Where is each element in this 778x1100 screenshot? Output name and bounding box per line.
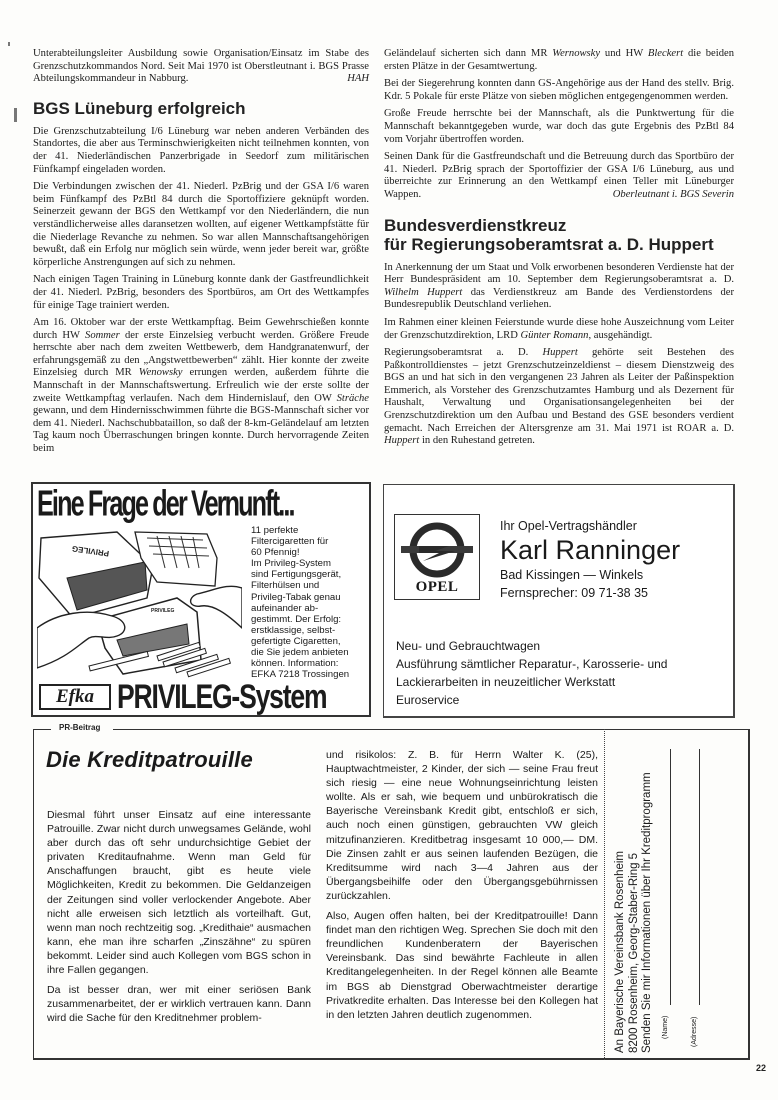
frame-line (33, 729, 34, 1059)
copy-line: können. Information: (251, 658, 339, 670)
paragraph (384, 347, 734, 448)
paragraph: Also, Augen offen halten, bei der Kreditpatrouille! Dann findet man den richtigen Weg. Sprechen Sie doch mit den freundlichen Kundenberatern der Bayerischen Vereinsbank. Das sind bewährte Fachleute in allen Kreditangelegenheiten. In der Regel können alle Beamte im BGS ab Dienstgrad Oberwachtmeister derartige Privatkredite erhalten. Das Interesse bei den Kollegen hat in den letzten Jahren deutlich zugenommen. (326, 910, 598, 1021)
name-label: (Name) (662, 1015, 669, 1039)
paragraph: Da ist besser dran, wer mit einer seriösen Bank zusammenarbeitet, der er wirklich vertrauen kann. Dann wird die Sache für den Kreditnehmer problem- (47, 984, 311, 1025)
pr-column-1 (47, 808, 311, 1031)
page-number: 22 (756, 1063, 767, 1073)
copy-line: die Sie jedem anbieten (251, 647, 349, 659)
machine-label: PRIVILEG (151, 608, 175, 614)
opel-logo-text: OPEL (415, 579, 459, 595)
dealer-intro: Ihr Opel-Vertragshändler (500, 519, 637, 533)
paragraph: Die Grenzschutzabteilung I/6 Lüneburg war neben anderen Verbänden des Standortes, die aber aus Terminschwierigkeiten nicht teilnehmen konnten, von der 41. Niederländischen Panzerbrigade in Seedorf zum militärischen Fünfkampf eingeladen worden. (33, 125, 369, 175)
copy-line: 60 Pfennig! (251, 547, 300, 559)
coupon-address (614, 733, 655, 1053)
copy-line: aufeinander ab- (251, 602, 319, 614)
opel-logo (394, 514, 480, 600)
pr-column-2 (326, 748, 598, 1028)
pr-label: PR-Beitrag (59, 723, 101, 732)
service-line: Lackierarbeiten in neuzeitlicher Werkstatt (396, 675, 616, 689)
privileg-system-brand: PRIVILEG-System (117, 678, 327, 716)
text: gewann, und dem Hindernisschwimmen führte die BGS-Mannschaft sicher vor dem 41. Niederl. Nachschubbataillon, so daß der 8-km-Geländelauf am letzten Tag kaum noch Überraschungen bringen konnte. Durch hervorragende Zeiten beim (33, 405, 369, 455)
dealer-services (396, 637, 667, 709)
address-field[interactable] (699, 749, 700, 1005)
dealer-name: Karl Ranninger (500, 535, 681, 565)
person-name: Wilhelm Huppert (384, 286, 463, 298)
paragraph: Nach einigen Tagen Training in Lüneburg konnte dank der Gastfreundlichkeit der 41. Niederl. PzBrig, besonders des Sportbüros, am Ort des Wettkampfes für einige Tage trainiert werden. (33, 274, 369, 311)
copy-line: erstklassige, selbst- (251, 624, 336, 636)
headline-line: für Regierungsoberamtsrat a. D. Huppert (384, 234, 714, 254)
copy-line: EFKA 7218 Trossingen (251, 669, 350, 681)
coupon-request: Senden Sie mir Informationen über Ihr Kreditprogramm (641, 772, 653, 1053)
person-name: Bleckert (647, 48, 684, 59)
coupon-street: 8200 Rosenheim, Georg-Staber-Ring 5 (627, 852, 640, 1053)
person-name: Sommer (85, 329, 120, 341)
text: , ausgehändigt. (588, 329, 653, 341)
coupon-rotated-content (614, 733, 655, 1053)
copy-line: sind Fertigungsgerät, (251, 569, 342, 581)
headline-bgs-lueneburg: BGS Lüneburg erfolgreich (33, 98, 246, 118)
opel-blitz-icon (395, 515, 479, 599)
package-label: PRIVILEG (71, 543, 110, 559)
left-column (33, 48, 369, 456)
person-name: Huppert (542, 347, 578, 359)
right-column (384, 48, 734, 448)
person-name: Huppert (384, 435, 420, 447)
dealer-location: Bad Kissingen — Winkels (500, 568, 644, 582)
paragraph (33, 317, 369, 456)
dealer-info (500, 519, 680, 602)
pr-article-title: Die Kreditpatrouille (46, 747, 253, 772)
address-label: (Adresse) (691, 1016, 698, 1047)
person-name: Wenowsky (138, 367, 183, 379)
dealer-phone: Fernsprecher: 09 71-38 35 (500, 586, 649, 600)
copy-line: gefertigte Cigaretten, (251, 635, 341, 647)
paragraph (384, 317, 734, 342)
person-name: Sträche (336, 392, 369, 404)
paragraph: Bei der Siegerehrung konnten dann GS-Angehörige aus der Hand des stellv. Brig. Kdr. 5 Pokale für erste Plätze von sieben möglichen entgegengenommen werden. (384, 78, 734, 102)
text: der erste Einzelsieg verbucht werden. Größere Freude herrschte aber nach dem zweiten Wettbewerb, dem Handgranatenwurf, der erfahrungsgemäß zu den „Angstwettbewerben“ zählt. Hier konnte der zweite Einzelsieg durch MR (33, 329, 369, 379)
frame-line (33, 729, 51, 730)
paragraph (384, 48, 734, 73)
text: In Anerkennung der um Staat und Volk erworbenen besonderen Verdienste hat der Herr Bundespräsident am 10. September dem Regierungsoberamtsrat a. D. (384, 261, 734, 286)
service-line: Euroservice (396, 693, 460, 707)
service-line: Ausführung sämtlicher Reparatur-, Karosserie- und (396, 657, 668, 671)
paragraph: und risikolos: Z. B. für Herrn Walter K. (25), Hauptwachtmeister, 2 Kinder, der sich — seine Frau freut sich riesig — eine neue Wohnungseinrichtung leisten wollte. Als er sah, wie bequem und unbürokratisch die Bayerische Vereinsbank Kredit gibt, entschloß er sich, auch noch einen günstigen, gebrauchten VW gleich mitzufinanzieren. Kreditbetrag insgesamt 10 000,— DM. Die Zinsen zahlt er aus seinen laufenden Bezügen, die Kreditsumme wird nach 3—4 Jahren aus der Übergangsbeihilfe oder den Übergangsgebührnissen zurückzahlen. (326, 749, 598, 902)
person-name: Wernowsky (552, 48, 601, 59)
copy-line: Filterhülsen und (251, 580, 320, 592)
coupon-recipient: An Bayerische Vereinsbank Rosenheim (614, 850, 626, 1053)
efka-logo: Efka (39, 684, 111, 710)
scan-margin-mark (14, 108, 17, 122)
copy-line: gestimmt. Der Erfolg: (251, 613, 342, 625)
headline-line: Bundesverdienstkreuz (384, 215, 567, 235)
byline: Oberleutnant i. BGS Severin (612, 188, 734, 200)
name-field[interactable] (670, 749, 671, 1005)
paragraph (384, 151, 734, 201)
paragraph: Große Freude herrschte bei der Mannschaft, als die Punktwertung für die Mannschaft bekanntgegeben wurde, war doch das gute Ergebnis des PzBtl 84 vom Vorjahr übertroffen worden. (384, 108, 734, 145)
text: und HW (600, 48, 648, 59)
headline-bundesverdienstkreuz (384, 216, 734, 254)
efka-copy (251, 525, 366, 680)
text: in den Ruhestand getreten. (419, 435, 535, 447)
efka-advertisement (31, 482, 371, 717)
text: das Verdienstkreuz am Bande des Verdienstordens der Bundesrepublik Deutschland verliehen. (384, 286, 734, 311)
text: die beiden ersten Plätze in der Gesamtwertung. (384, 48, 734, 72)
scan-margin-mark (8, 42, 10, 46)
copy-line: Im Privileg-System (251, 558, 331, 570)
intro-paragraph (33, 48, 369, 86)
cigarette-machine-illustration (37, 528, 242, 680)
info-request-coupon[interactable] (604, 729, 750, 1060)
intro-text: Unterabteilungsleiter Ausbildung sowie Organisation/Einsatz im Stabe des Grenzschutzkommandos Nord. Seit Mai 1970 ist Oberstleutnant i. BGS Prasse Abteilungskommandeur in Nabburg. (33, 48, 369, 85)
text: Geländelauf sicherten sich dann MR (384, 48, 553, 59)
byline: HAH (347, 73, 369, 85)
paragraph: Die Verbindungen zwischen der 41. Niederl. PzBrig und der GSA I/6 waren beim Fünfkampf des PzBtl 84 durch die Sportoffiziere geknüpft worden. Seinerzeit gewann der BGS den Wettkampf vor den Niederländern, die nun verständlicherweise alles daransetzen wollten, auf eigener Wettkampfstätte für die Niederlage Revanche zu nehmen. So war allen Mannschaftsangehörigen bewußt, daß ein Erfolg nur möglich sein würde, wenn jeder bereit war, größte körperliche Anstrengungen auf sich zu nehmen. (33, 181, 369, 268)
text: Seinen Dank für die Gastfreundschaft und die Betreuung durch das Sportbüro der 41. Niederl. PzBrig sprach der Sportoffizier der GSA I/6 Lüneburg, aus und überreichte zur Erinnerung an den Wettkampf einen Teller mit Lüneburger Wappen. (384, 151, 734, 200)
efka-brand-bar (33, 678, 369, 715)
copy-line: Privileg-Tabak genau (251, 591, 341, 603)
person-name: Günter Romann (520, 329, 589, 341)
text: Im Rahmen einer kleinen Feierstunde wurde diese hohe Auszeichnung vom Leiter der Grenzschutzdirektion, LRD (384, 316, 734, 341)
opel-dealer-advertisement (383, 484, 735, 718)
copy-line: Filtercigaretten für (251, 536, 329, 548)
paragraph: Diesmal führt unser Einsatz auf eine interessante Patrouille. Zwar nicht durch unwegsames Gelände, wohl aber durch das oft sehr undurchsichtige Gebiet der privaten Kreditaufnahme. Wenn man Geld für Anschaffungen braucht, gibt es heute viele Möglichkeiten, Kredit zu bekommen. Die Geldanzeigen der Zeitungen sind voller verlockender Angebote. Aber nicht alle erweisen sich letztlich als vorteilhaft. Gut, wenn man noch rechtzeitig sog. „Kredithaie“ ausmachen kann, ehe man ihre scharfen „Zinszähne“ zu spüren bekommt. Leider sind auch Kollegen vom BGS schon in ihre Fallen gegangen. (47, 809, 311, 977)
text: gehörte seit Bestehen des Paßkontrolldienstes – jetzt Grenzschutzeinzeldienst – diesem Dienstzweig des BGS an und hat sich in den vergangenen 23 Jahren als Leiter der Paßinspektion Emmerich, als Vorsteher des Grenzschutzamtes Hamburg und als Dezernent für Haushalt, Verwaltung und Organisationsangelegenheiten bei der Grenzschutzdirektion um den Aufbau und Bestand des GSE besonders verdient gemacht. Nach Erreichen der Altersgrenze am 31. Mai 1971 ist ROAR a. D. (384, 347, 734, 434)
text: errungen werden, außerdem führte die Mannschaft in der Mannschaftswertung. Erfreulich wie der erste sollte der zweite Wettkampftag verlaufen. Nach dem Hindernislauf, den OW (33, 367, 369, 404)
copy-line: 11 perfekte (251, 525, 299, 536)
text: Regierungsoberamtsrat a. D. (384, 347, 543, 359)
paragraph (384, 262, 734, 312)
efka-headline: Eine Frage der Vernunft... (37, 484, 294, 524)
service-line: Neu- und Gebrauchtwagen (396, 639, 541, 653)
text: Am 16. Oktober war der erste Wettkampftag. Beim Gewehrschießen konnte durch HW (33, 317, 369, 341)
